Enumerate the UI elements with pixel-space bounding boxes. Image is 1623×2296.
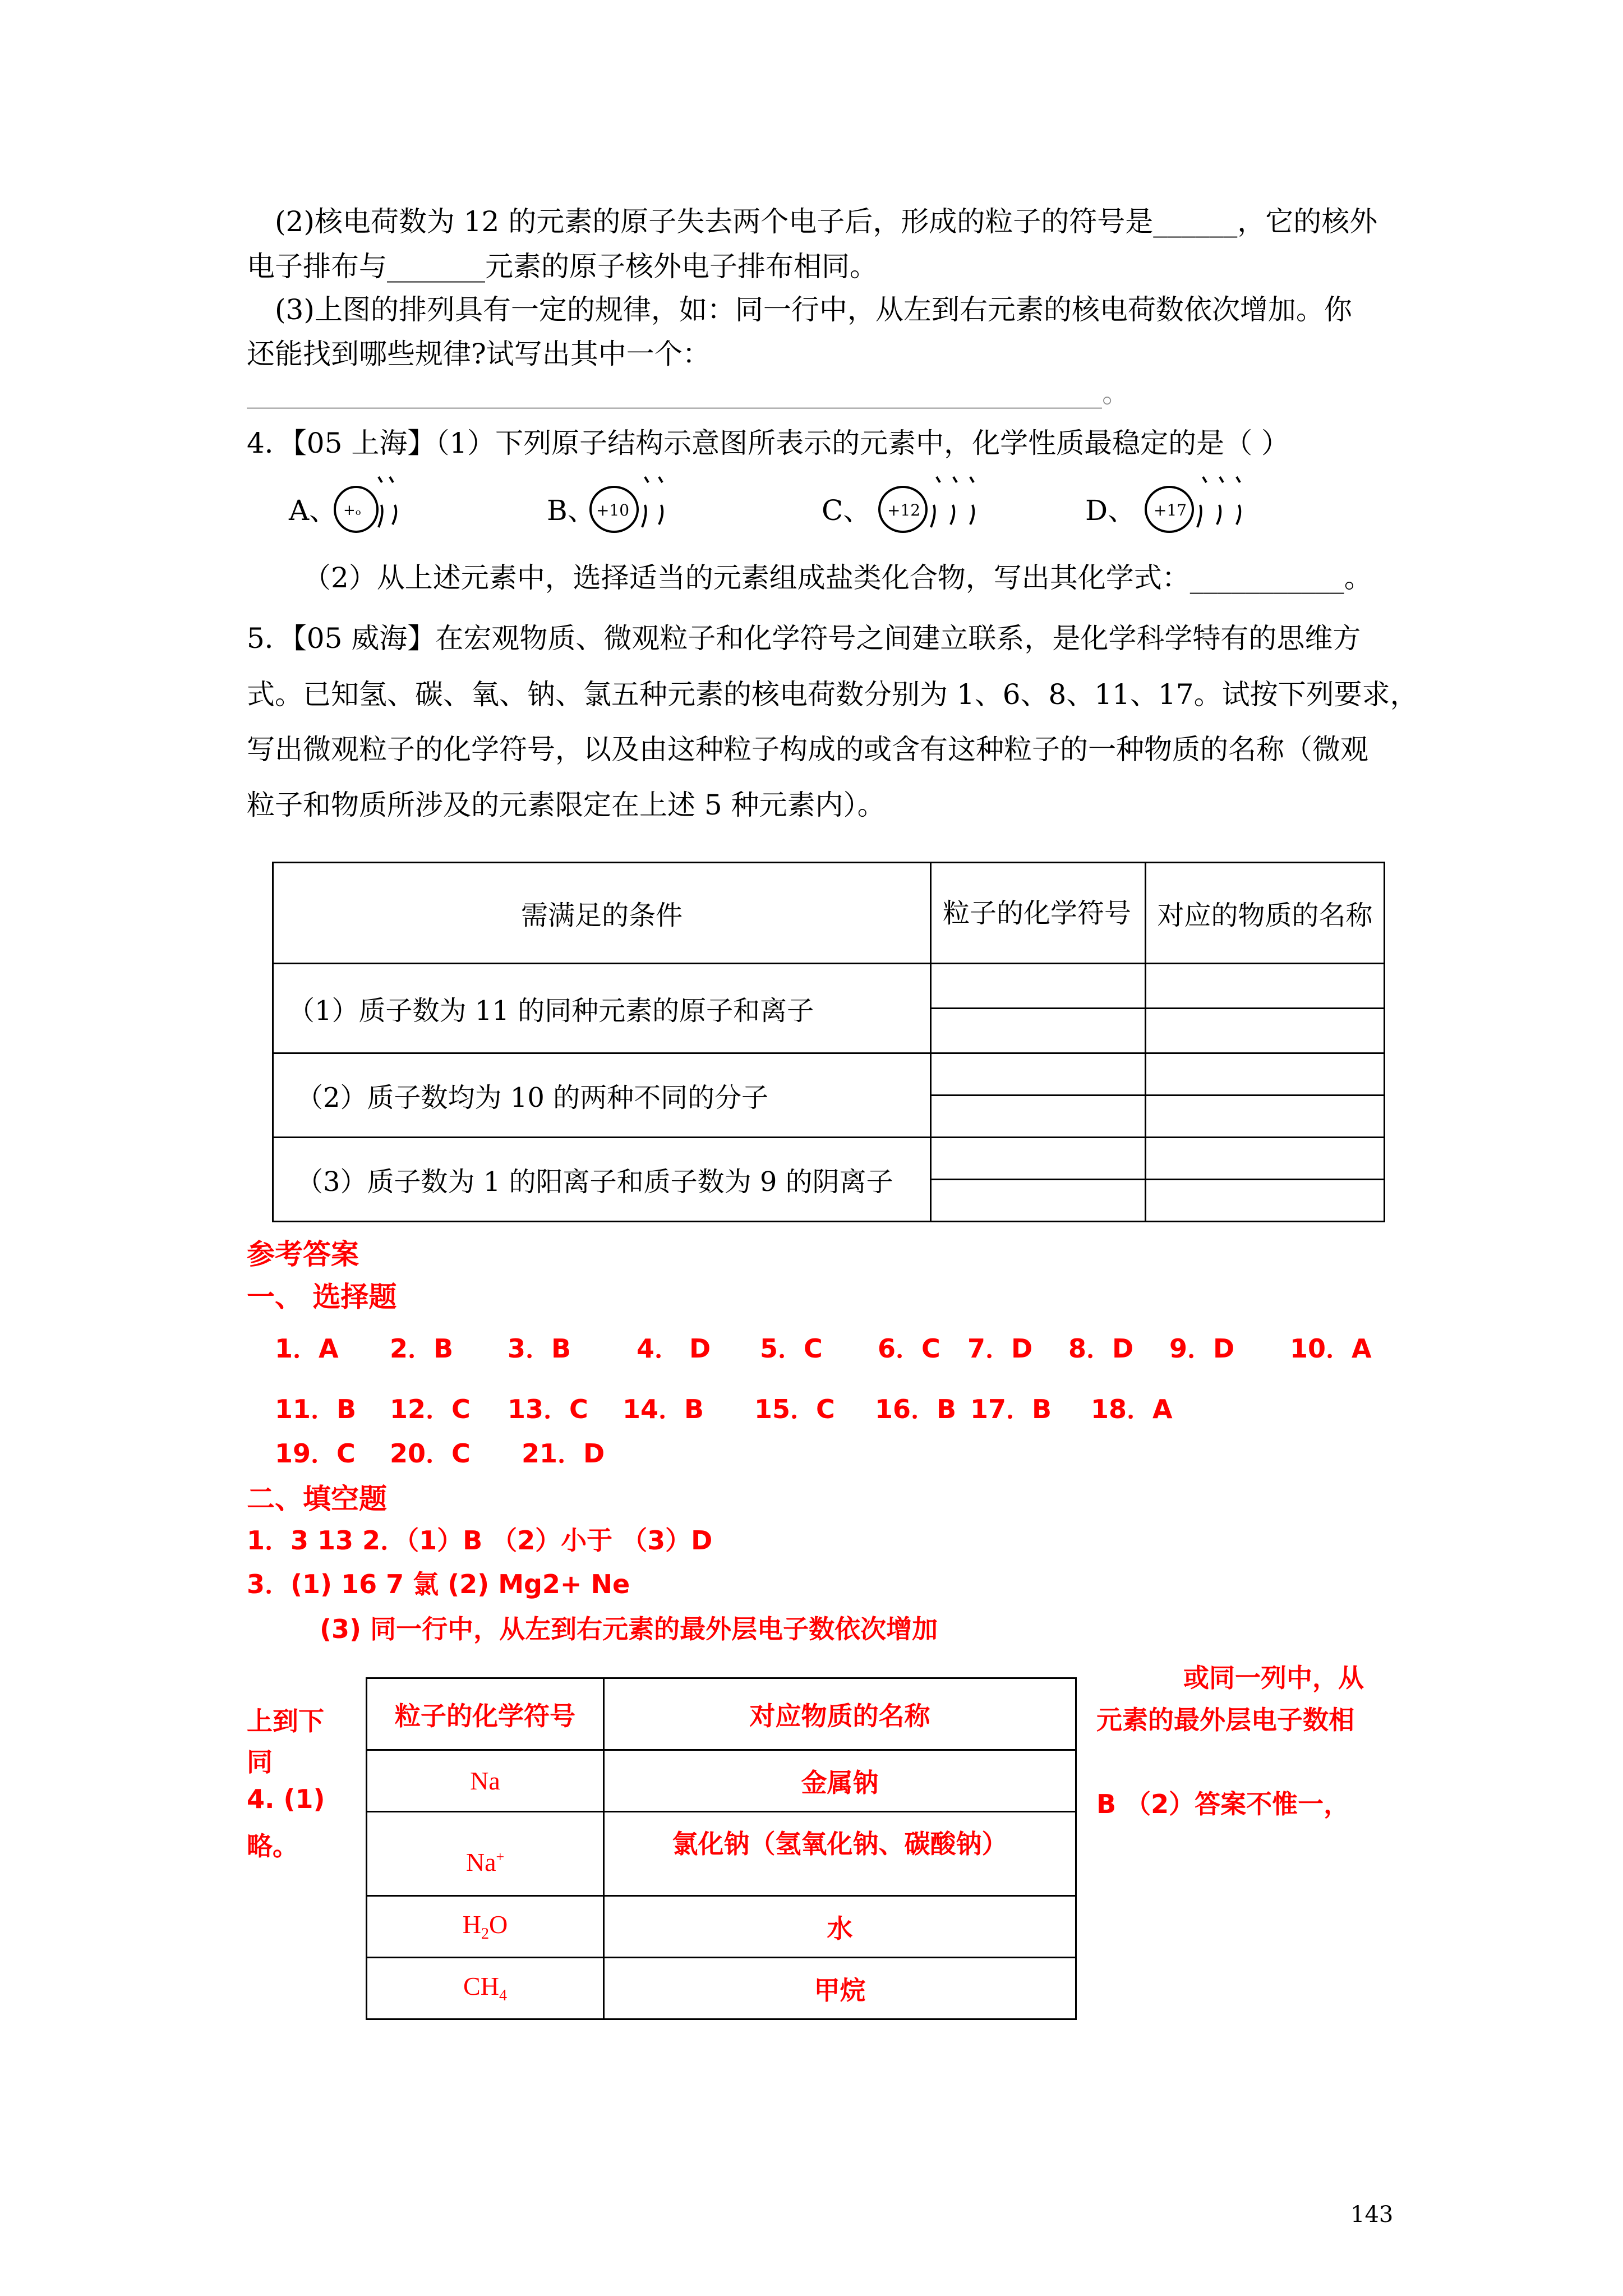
answers-section-choice: 一、 选择题 (247, 1281, 397, 1313)
fill-answer-left-b: 同 (247, 1747, 273, 1777)
mc-answer: 13．C (508, 1394, 588, 1424)
answer-cell[interactable] (931, 1096, 1146, 1138)
mc-answer: 16．B (875, 1394, 957, 1424)
fill-answer-right-a: 或同一列中，从 (1183, 1663, 1364, 1693)
mc-answer: 18．A (1091, 1394, 1173, 1424)
answer-cell[interactable] (931, 1009, 1146, 1053)
answer-cell[interactable] (1146, 1180, 1385, 1222)
fill-answer-left-c: 4. (1) (247, 1784, 325, 1814)
fill-answer-left-a: 上到下 (247, 1706, 324, 1736)
mc-answer: 4． D (637, 1333, 711, 1364)
header-particle-symbol: 粒子的化学符号 (931, 863, 1146, 964)
answer-substance: 甲烷 (604, 1958, 1076, 2019)
mc-answer: 17．B (970, 1394, 1052, 1424)
q5-line3: 写出微观粒子的化学符号，以及由这种粒子构成的或含有这种粒子的一种物质的名称（微观 (247, 733, 1368, 766)
answer-cell[interactable] (1146, 1096, 1385, 1138)
fill-answer-right-c: B （2）答案不惟一， (1096, 1789, 1350, 1819)
answer-symbol: $CH_4$ (367, 1958, 604, 2019)
answer-substance: 氯化钠（氢氧化钠、碳酸钠） (604, 1812, 1076, 1896)
q5-line1: 5．【05 威海】在宏观物质、微观粒子和化学符号之间建立联系，是化学科学特有的思维方 (247, 622, 1361, 655)
answers-title: 参考答案 (247, 1238, 359, 1271)
answer-substance: 水 (604, 1896, 1076, 1958)
q5-line4: 粒子和物质所涉及的元素限定在上述 5 种元素内）。 (247, 789, 886, 821)
mc-answer: 6．C (878, 1333, 940, 1364)
mc-answer: 12．C (390, 1394, 471, 1424)
answer-cell[interactable] (1146, 1053, 1385, 1096)
mc-answer: 8．D (1068, 1333, 1134, 1364)
option-label: A、 (289, 494, 338, 527)
q5-line2: 式。已知氢、碳、氧、钠、氯五种元素的核电荷数分别为 1、6、8、11、17。试按下列要求， (247, 678, 1418, 711)
option-label: B、 (547, 494, 596, 527)
q3-part3-line1: (3)上图的排列具有一定的规律，如：同一行中，从左到右元素的核电荷数依次增加。你 (275, 293, 1352, 326)
mc-answer: 10．A (1290, 1333, 1372, 1364)
nucleus-charge: +ₒ (343, 502, 361, 519)
nucleus-charge: +17 (1154, 501, 1187, 519)
answer-table-header-name: 对应物质的名称 (604, 1678, 1076, 1750)
mc-answer: 2．B (390, 1333, 454, 1364)
condition-row-1: （1）质子数为 11 的同种元素的原子和离子 (273, 964, 931, 1053)
answer-cell[interactable] (1146, 1009, 1385, 1053)
condition-row-2: （2）质子数均为 10 的两种不同的分子 (273, 1053, 931, 1138)
fill-answer-right-b: 元素的最外层电子数相 (1096, 1705, 1354, 1735)
q5-answer-table (272, 862, 1385, 1222)
mc-answer: 19．C (275, 1438, 356, 1469)
option-label: D、 (1085, 494, 1136, 527)
answer-symbol: Na+ (367, 1812, 604, 1896)
answer-table-header-symbol: 粒子的化学符号 (367, 1678, 604, 1750)
answers-section-fill: 二、填空题 (247, 1483, 387, 1515)
answer-symbol: $H_2O$ (367, 1896, 604, 1958)
condition-row-3: （3）质子数为 1 的阳离子和质子数为 9 的阴离子 (273, 1138, 931, 1222)
answer-cell[interactable] (1146, 1138, 1385, 1180)
fill-answer-1-2: 1．3 13 2．（1）B （2）小于 （3）D (247, 1525, 713, 1556)
mc-answer: 5．C (760, 1333, 823, 1364)
answer-cell[interactable] (931, 1180, 1146, 1222)
page-number: 143 (1350, 2202, 1394, 2228)
header-condition: 需满足的条件 (273, 863, 931, 964)
fill-answer-3a: 3．(1) 16 7 氯 (2) Mg2+ Ne (247, 1569, 630, 1599)
answer-symbol: Na (367, 1750, 604, 1812)
mc-answer: 9．D (1169, 1333, 1235, 1364)
header-substance-name: 对应的物质的名称 (1146, 863, 1385, 964)
fill-answer-left-d: 略。 (247, 1831, 298, 1861)
mc-answer: 21．D (522, 1438, 605, 1469)
fill-answer-3b: (3) 同一行中，从左到右元素的最外层电子数依次增加 (320, 1614, 938, 1644)
q3-part2-line1: (2)核电荷数为 12 的元素的原子失去两个电子后，形成的粒子的符号是______，它的核外 (275, 205, 1378, 238)
mc-answer: 15．C (754, 1394, 835, 1424)
mc-answer: 14．B (623, 1394, 704, 1424)
option-label: C、 (822, 494, 872, 527)
mc-answer: 20．C (390, 1438, 471, 1469)
mc-answer: 7．D (967, 1333, 1033, 1364)
q3-part2-line2: 电子排布与_______元素的原子核外电子排布相同。 (247, 250, 878, 283)
q4-lead: 4．【05 上海】（1）下列原子结构示意图所表示的元素中，化学性质最稳定的是（ ） (247, 427, 1290, 459)
answer-cell[interactable] (931, 1138, 1146, 1180)
mc-answer: 11．B (275, 1394, 357, 1424)
q3-answer-blank: _____________________________________________________________。 (247, 376, 1130, 409)
mc-answer: 3．B (508, 1333, 571, 1364)
answer-substance: 金属钠 (604, 1750, 1076, 1812)
answer-cell[interactable] (931, 1053, 1146, 1096)
q3-part3-line2: 还能找到哪些规律?试写出其中一个： (247, 338, 711, 370)
q4-part2: （2）从上述元素中，选择适当的元素组成盐类化合物，写出其化学式：___________。 (303, 562, 1372, 594)
nucleus-charge: +12 (887, 501, 921, 519)
answer-cell[interactable] (1146, 964, 1385, 1009)
mc-answer: 1．A (275, 1333, 339, 1364)
nucleus-charge: +10 (596, 501, 630, 519)
answer-cell[interactable] (931, 964, 1146, 1009)
answer-table (366, 1677, 1077, 2020)
